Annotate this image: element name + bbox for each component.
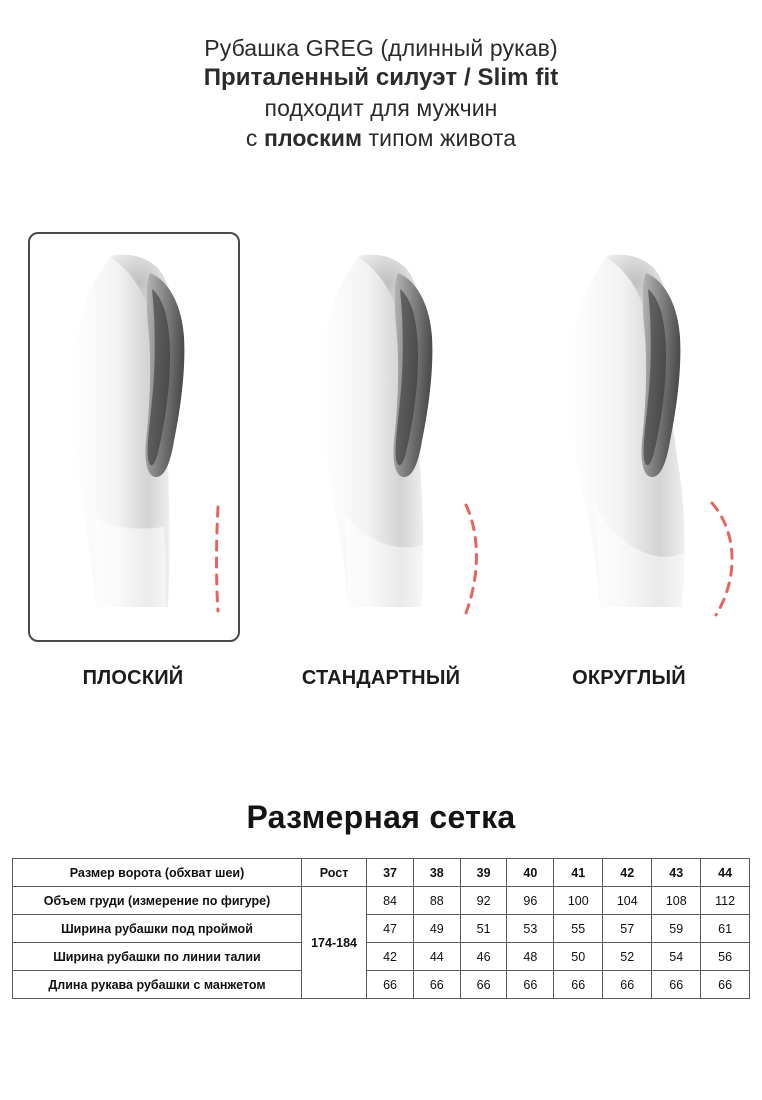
size-head-43: 43	[652, 859, 701, 887]
chest-40: 96	[507, 887, 554, 915]
table-row	[13, 915, 750, 943]
size-head-40: 40	[507, 859, 554, 887]
row-label-chest: Объем груди (измерение по фигуре)	[13, 887, 302, 915]
chest-37: 84	[367, 887, 414, 915]
chest-43: 108	[652, 887, 701, 915]
size-head-42: 42	[603, 859, 652, 887]
table-row	[13, 859, 750, 887]
header-line-fit: Приталенный силуэт / Slim fit	[203, 64, 559, 92]
waist-37: 42	[367, 943, 414, 971]
sleeve-39: 66	[460, 971, 507, 999]
header-line-belly-type	[0, 124, 762, 153]
size-head-44: 44	[701, 859, 750, 887]
size-head-37: 37	[367, 859, 414, 887]
waist-39: 46	[460, 943, 507, 971]
armhole-40: 53	[507, 915, 554, 943]
row-label-waist-width: Ширина рубашки по линии талии	[13, 943, 302, 971]
armhole-37: 47	[367, 915, 414, 943]
size-chart-table-wrap	[12, 858, 750, 999]
armhole-44: 61	[701, 915, 750, 943]
armhole-43: 59	[652, 915, 701, 943]
sleeve-41: 66	[554, 971, 603, 999]
belly-prefix: с	[245, 124, 264, 151]
torso-illustration-flat	[18, 215, 248, 645]
table-row	[13, 943, 750, 971]
figure-rounded[interactable]	[514, 215, 744, 645]
sleeve-44: 66	[701, 971, 750, 999]
torso-illustration-rounded	[514, 215, 744, 645]
size-head-39: 39	[460, 859, 507, 887]
figure-standard[interactable]	[266, 215, 496, 645]
row-label-collar: Размер ворота (обхват шеи)	[13, 859, 302, 887]
height-header: Рост	[301, 859, 366, 887]
figure-captions	[0, 667, 762, 707]
row-label-sleeve-length: Длина рукава рубашки с манжетом	[13, 971, 302, 999]
caption-flat: ПЛОСКИЙ	[82, 667, 184, 690]
torso-illustration-standard	[266, 215, 496, 645]
header-line-product: Рубашка GREG (длинный рукав)	[204, 35, 558, 61]
table-row	[13, 971, 750, 999]
size-head-41: 41	[554, 859, 603, 887]
armhole-39: 51	[460, 915, 507, 943]
waist-40: 48	[507, 943, 554, 971]
chest-39: 92	[460, 887, 507, 915]
waist-41: 50	[554, 943, 603, 971]
size-chart-table	[12, 858, 750, 999]
belly-suffix: типом живота	[362, 124, 517, 151]
header-line-audience: подходит для мужчин	[264, 95, 498, 122]
armhole-42: 57	[603, 915, 652, 943]
height-value: 174-184	[301, 887, 366, 999]
armhole-38: 49	[413, 915, 460, 943]
sleeve-42: 66	[603, 971, 652, 999]
chest-44: 112	[701, 887, 750, 915]
caption-rounded: ОКРУГЛЫЙ	[572, 667, 686, 690]
chest-42: 104	[603, 887, 652, 915]
waist-38: 44	[413, 943, 460, 971]
armhole-41: 55	[554, 915, 603, 943]
chest-38: 88	[413, 887, 460, 915]
sleeve-37: 66	[367, 971, 414, 999]
table-row	[13, 887, 750, 915]
waist-44: 56	[701, 943, 750, 971]
waist-42: 52	[603, 943, 652, 971]
sleeve-40: 66	[507, 971, 554, 999]
sleeve-38: 66	[413, 971, 460, 999]
row-label-armhole-width: Ширина рубашки под проймой	[13, 915, 302, 943]
size-chart-title: Размерная сетка	[246, 799, 516, 836]
page-header	[0, 0, 762, 153]
waist-43: 54	[652, 943, 701, 971]
belly-type-word: плоским	[263, 124, 363, 151]
figure-flat[interactable]	[18, 215, 248, 645]
sleeve-43: 66	[652, 971, 701, 999]
size-head-38: 38	[413, 859, 460, 887]
belly-type-figures	[0, 215, 762, 645]
chest-41: 100	[554, 887, 603, 915]
caption-standard: СТАНДАРТНЫЙ	[301, 667, 461, 690]
